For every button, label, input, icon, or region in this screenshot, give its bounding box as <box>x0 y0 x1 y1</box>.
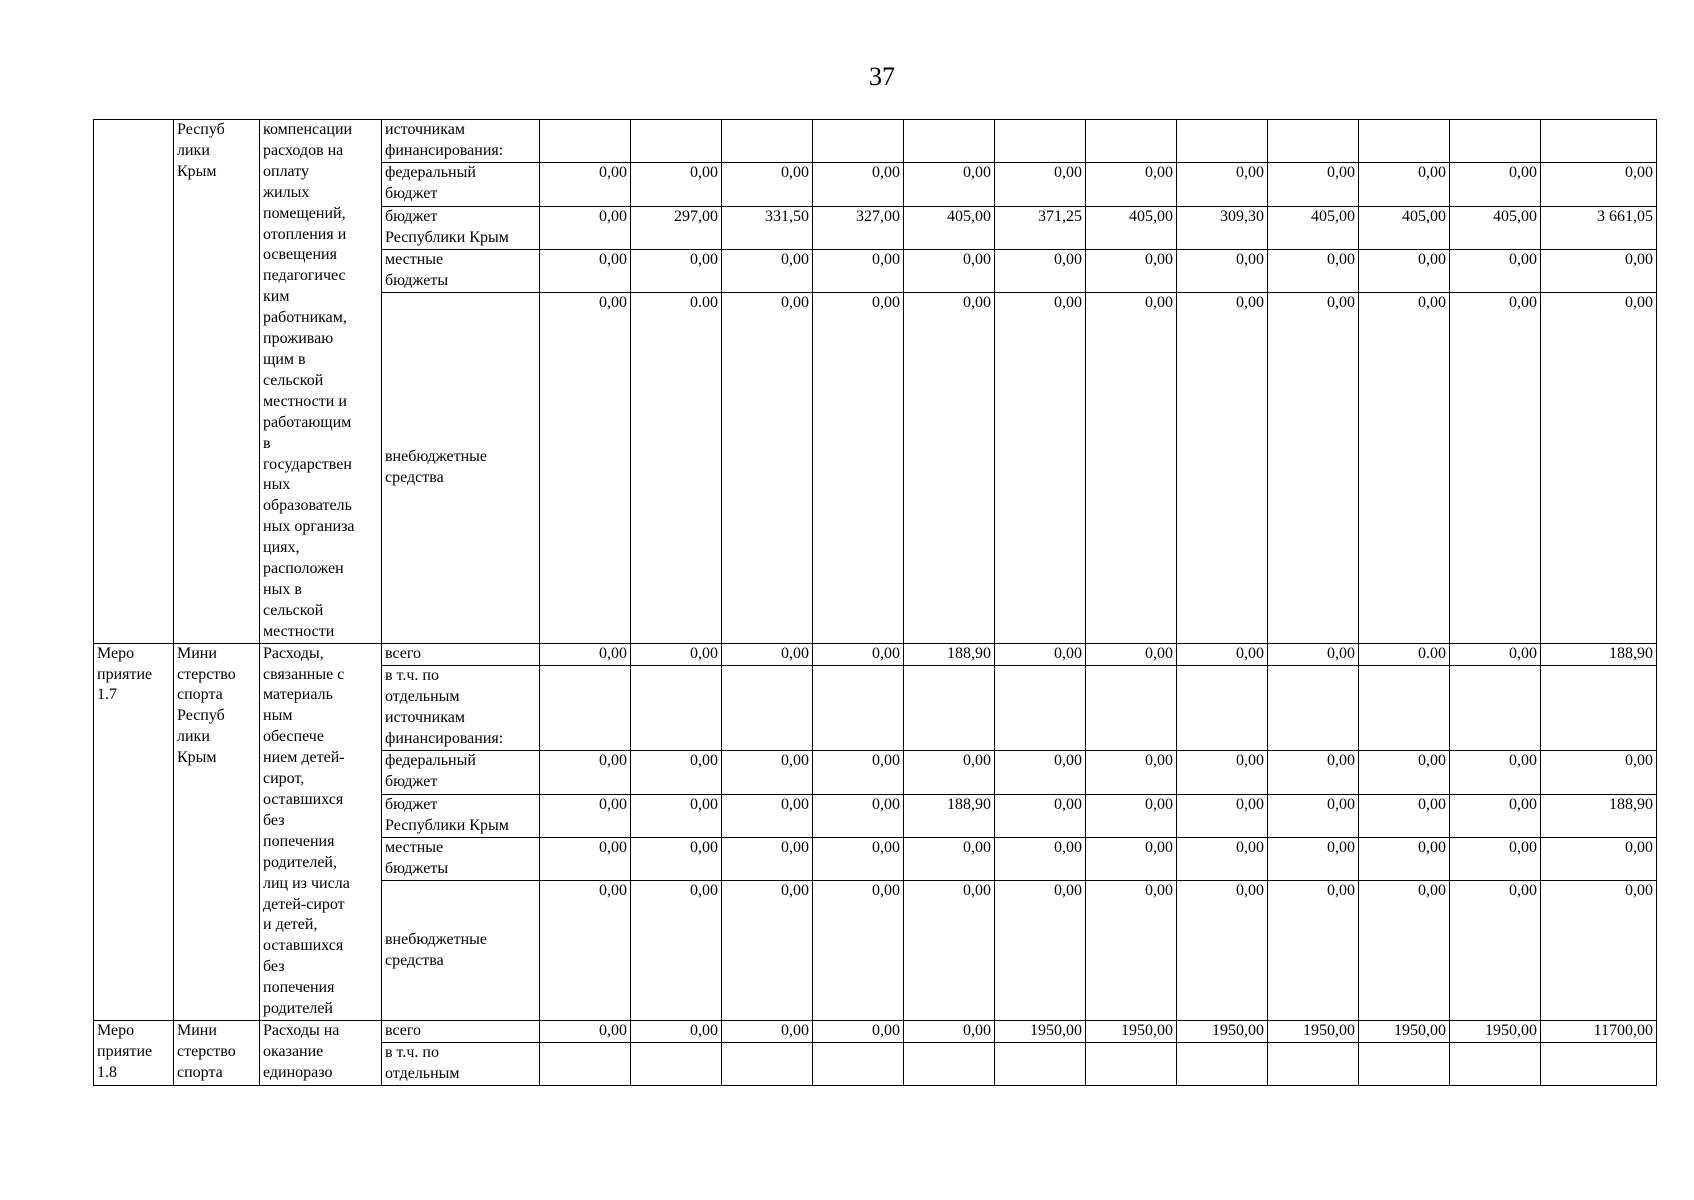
value-cell: 0,00 <box>995 163 1086 206</box>
value-cell <box>722 1042 813 1085</box>
value-cell: 0,00 <box>1541 249 1657 292</box>
value-cell <box>813 665 904 751</box>
value-cell: 1950,00 <box>995 1020 1086 1042</box>
value-cell: 0,00 <box>1359 249 1450 292</box>
value-cell: 1950,00 <box>1359 1020 1450 1042</box>
value-cell <box>1177 120 1268 163</box>
value-cell: 0,00 <box>904 751 995 794</box>
value-cell: 327,00 <box>813 206 904 249</box>
value-cell: 405,00 <box>1450 206 1541 249</box>
value-cell <box>722 120 813 163</box>
value-cell: 0,00 <box>904 838 995 881</box>
value-cell <box>995 1042 1086 1085</box>
value-cell: 0,00 <box>540 206 631 249</box>
funding-source-cell: бюджет Республики Крым <box>382 794 540 837</box>
value-cell: 1950,00 <box>1450 1020 1541 1042</box>
funding-source-cell: всего <box>382 643 540 665</box>
value-cell <box>1450 665 1541 751</box>
value-cell: 0,00 <box>1359 881 1450 1021</box>
funding-source-cell: федеральный бюджет <box>382 163 540 206</box>
value-cell <box>1541 665 1657 751</box>
value-cell: 1950,00 <box>1268 1020 1359 1042</box>
value-cell: 0,00 <box>1450 249 1541 292</box>
value-cell <box>631 665 722 751</box>
value-cell: 0,00 <box>1450 643 1541 665</box>
value-cell <box>1541 120 1657 163</box>
value-cell: 0,00 <box>1177 163 1268 206</box>
value-cell: 0,00 <box>1086 293 1177 643</box>
table-row <box>94 120 1657 163</box>
value-cell: 0,00 <box>722 751 813 794</box>
value-cell: 0,00 <box>995 881 1086 1021</box>
description-cell: Расходы на оказание единоразо <box>260 1020 382 1085</box>
value-cell: 0,00 <box>540 1020 631 1042</box>
executor-cell: Респуб лики Крым <box>174 120 260 644</box>
value-cell: 0,00 <box>1086 751 1177 794</box>
value-cell <box>1359 1042 1450 1085</box>
value-cell: 0,00 <box>1450 293 1541 643</box>
value-cell <box>1450 1042 1541 1085</box>
value-cell: 0,00 <box>1450 794 1541 837</box>
value-cell: 0,00 <box>540 163 631 206</box>
value-cell: 0,00 <box>1541 881 1657 1021</box>
value-cell: 0,00 <box>813 838 904 881</box>
value-cell: 0,00 <box>1177 751 1268 794</box>
value-cell: 0,00 <box>995 249 1086 292</box>
value-cell: 0,00 <box>995 751 1086 794</box>
value-cell: 0,00 <box>631 249 722 292</box>
value-cell: 3 661,05 <box>1541 206 1657 249</box>
funding-source-cell: в т.ч. по отдельным <box>382 1042 540 1085</box>
value-cell: 0,00 <box>1177 249 1268 292</box>
value-cell <box>1268 665 1359 751</box>
value-cell: 0,00 <box>995 794 1086 837</box>
value-cell: 0,00 <box>904 163 995 206</box>
value-cell: 0,00 <box>904 249 995 292</box>
executor-cell: Мини стерство спорта Респуб лики Крым <box>174 643 260 1020</box>
value-cell: 0,00 <box>1359 794 1450 837</box>
value-cell: 0,00 <box>1450 751 1541 794</box>
funding-source-cell: бюджет Республики Крым <box>382 206 540 249</box>
value-cell <box>1359 120 1450 163</box>
value-cell: 0,00 <box>813 751 904 794</box>
value-cell: 0,00 <box>995 643 1086 665</box>
value-cell <box>540 665 631 751</box>
value-cell: 0,00 <box>813 163 904 206</box>
value-cell: 1950,00 <box>1177 1020 1268 1042</box>
value-cell: 405,00 <box>1086 206 1177 249</box>
value-cell: 0,00 <box>722 881 813 1021</box>
value-cell: 0,00 <box>540 838 631 881</box>
description-cell: Расходы, связанные с материаль ным обеспече нием детей- сирот, оставшихся без попечения родителей, лиц из числа детей-сирот и детей, оставшихся без попечения родителей <box>260 643 382 1020</box>
value-cell: 405,00 <box>1359 206 1450 249</box>
value-cell: 0,00 <box>995 838 1086 881</box>
value-cell: 0,00 <box>1268 751 1359 794</box>
value-cell: 0,00 <box>1541 838 1657 881</box>
value-cell: 0,00 <box>631 163 722 206</box>
value-cell <box>1177 665 1268 751</box>
value-cell: 0,00 <box>722 1020 813 1042</box>
value-cell: 0,00 <box>813 881 904 1021</box>
description-cell: компенсации расходов на оплату жилых помещений, отопления и освещения педагогичес ким работникам, проживаю щим в сельской местности и работающим в государствен ных образователь ных организа циях, расположен ных в сельской местности <box>260 120 382 644</box>
value-cell: 0,00 <box>1268 838 1359 881</box>
value-cell: 0,00 <box>1086 249 1177 292</box>
value-cell: 297,00 <box>631 206 722 249</box>
value-cell: 0,00 <box>540 751 631 794</box>
value-cell: 0,00 <box>631 838 722 881</box>
value-cell: 0,00 <box>1177 881 1268 1021</box>
value-cell <box>904 665 995 751</box>
value-cell: 0,00 <box>904 1020 995 1042</box>
table-row <box>94 643 1657 665</box>
value-cell: 0,00 <box>540 293 631 643</box>
value-cell: 0,00 <box>1177 838 1268 881</box>
value-cell <box>1268 1042 1359 1085</box>
measure-cell <box>94 120 174 644</box>
value-cell: 0,00 <box>1359 751 1450 794</box>
value-cell <box>631 120 722 163</box>
value-cell: 0,00 <box>722 249 813 292</box>
value-cell: 0,00 <box>1268 163 1359 206</box>
page-number: 37 <box>869 62 895 91</box>
funding-source-cell: местные бюджеты <box>382 838 540 881</box>
value-cell: 0,00 <box>1086 163 1177 206</box>
value-cell: 0,00 <box>1359 163 1450 206</box>
table-row <box>94 1020 1657 1042</box>
value-cell: 0,00 <box>1268 794 1359 837</box>
value-cell: 0,00 <box>1359 293 1450 643</box>
value-cell: 0,00 <box>1086 643 1177 665</box>
value-cell <box>1268 120 1359 163</box>
value-cell: 0,00 <box>631 751 722 794</box>
value-cell <box>904 120 995 163</box>
value-cell: 405,00 <box>1268 206 1359 249</box>
value-cell: 309,30 <box>1177 206 1268 249</box>
value-cell <box>904 1042 995 1085</box>
value-cell: 371,25 <box>995 206 1086 249</box>
value-cell: 0,00 <box>631 794 722 837</box>
value-cell <box>1086 1042 1177 1085</box>
value-cell: 0,00 <box>1450 838 1541 881</box>
measure-cell: Меро приятие 1.7 <box>94 643 174 1020</box>
value-cell: 0,00 <box>631 881 722 1021</box>
value-cell: 0,00 <box>1268 881 1359 1021</box>
value-cell: 0,00 <box>813 1020 904 1042</box>
funding-source-cell: федеральный бюджет <box>382 751 540 794</box>
value-cell: 0,00 <box>540 794 631 837</box>
funding-source-cell: источникам финансирования: <box>382 120 540 163</box>
value-cell: 188,90 <box>904 794 995 837</box>
value-cell: 0,00 <box>1450 881 1541 1021</box>
value-cell: 0,00 <box>904 881 995 1021</box>
value-cell: 0,00 <box>904 293 995 643</box>
value-cell: 0,00 <box>1450 163 1541 206</box>
value-cell: 0,00 <box>722 293 813 643</box>
value-cell: 0.00 <box>631 293 722 643</box>
value-cell <box>1541 1042 1657 1085</box>
value-cell: 11700,00 <box>1541 1020 1657 1042</box>
value-cell <box>995 120 1086 163</box>
value-cell: 0,00 <box>1177 794 1268 837</box>
value-cell: 0,00 <box>631 1020 722 1042</box>
value-cell <box>813 120 904 163</box>
value-cell: 0,00 <box>1268 249 1359 292</box>
value-cell: 0.00 <box>1359 643 1450 665</box>
value-cell: 0,00 <box>1359 838 1450 881</box>
value-cell: 0,00 <box>1268 643 1359 665</box>
value-cell: 0,00 <box>1177 643 1268 665</box>
value-cell: 0,00 <box>1177 293 1268 643</box>
value-cell: 0,00 <box>813 249 904 292</box>
funding-source-cell: местные бюджеты <box>382 249 540 292</box>
value-cell: 0,00 <box>631 643 722 665</box>
executor-cell: Мини стерство спорта <box>174 1020 260 1085</box>
funding-source-cell: внебюджетные средства <box>382 881 540 1021</box>
value-cell: 0,00 <box>1541 293 1657 643</box>
value-cell <box>1086 120 1177 163</box>
value-cell <box>1450 120 1541 163</box>
value-cell <box>540 1042 631 1085</box>
budget-table <box>93 119 1657 1086</box>
value-cell: 0,00 <box>722 838 813 881</box>
value-cell: 0,00 <box>540 249 631 292</box>
value-cell: 188,90 <box>1541 794 1657 837</box>
value-cell: 405,00 <box>904 206 995 249</box>
value-cell <box>540 120 631 163</box>
value-cell <box>1177 1042 1268 1085</box>
value-cell: 0,00 <box>1541 163 1657 206</box>
value-cell: 0,00 <box>1086 881 1177 1021</box>
value-cell <box>1086 665 1177 751</box>
funding-source-cell: в т.ч. по отдельным источникам финансирования: <box>382 665 540 751</box>
value-cell <box>995 665 1086 751</box>
value-cell <box>631 1042 722 1085</box>
value-cell: 0,00 <box>722 163 813 206</box>
value-cell: 0,00 <box>722 643 813 665</box>
value-cell <box>722 665 813 751</box>
value-cell <box>813 1042 904 1085</box>
value-cell: 0,00 <box>1268 293 1359 643</box>
value-cell: 188,90 <box>1541 643 1657 665</box>
value-cell: 0,00 <box>813 293 904 643</box>
value-cell: 0,00 <box>1086 794 1177 837</box>
value-cell: 0,00 <box>540 881 631 1021</box>
value-cell: 1950,00 <box>1086 1020 1177 1042</box>
value-cell: 0,00 <box>1086 838 1177 881</box>
funding-source-cell: внебюджетные средства <box>382 293 540 643</box>
value-cell: 0,00 <box>1541 751 1657 794</box>
measure-cell: Меро приятие 1.8 <box>94 1020 174 1085</box>
value-cell <box>1359 665 1450 751</box>
value-cell: 188,90 <box>904 643 995 665</box>
funding-source-cell: всего <box>382 1020 540 1042</box>
value-cell: 0,00 <box>813 794 904 837</box>
value-cell: 0,00 <box>813 643 904 665</box>
value-cell: 0,00 <box>540 643 631 665</box>
value-cell: 0,00 <box>995 293 1086 643</box>
value-cell: 0,00 <box>722 794 813 837</box>
value-cell: 331,50 <box>722 206 813 249</box>
